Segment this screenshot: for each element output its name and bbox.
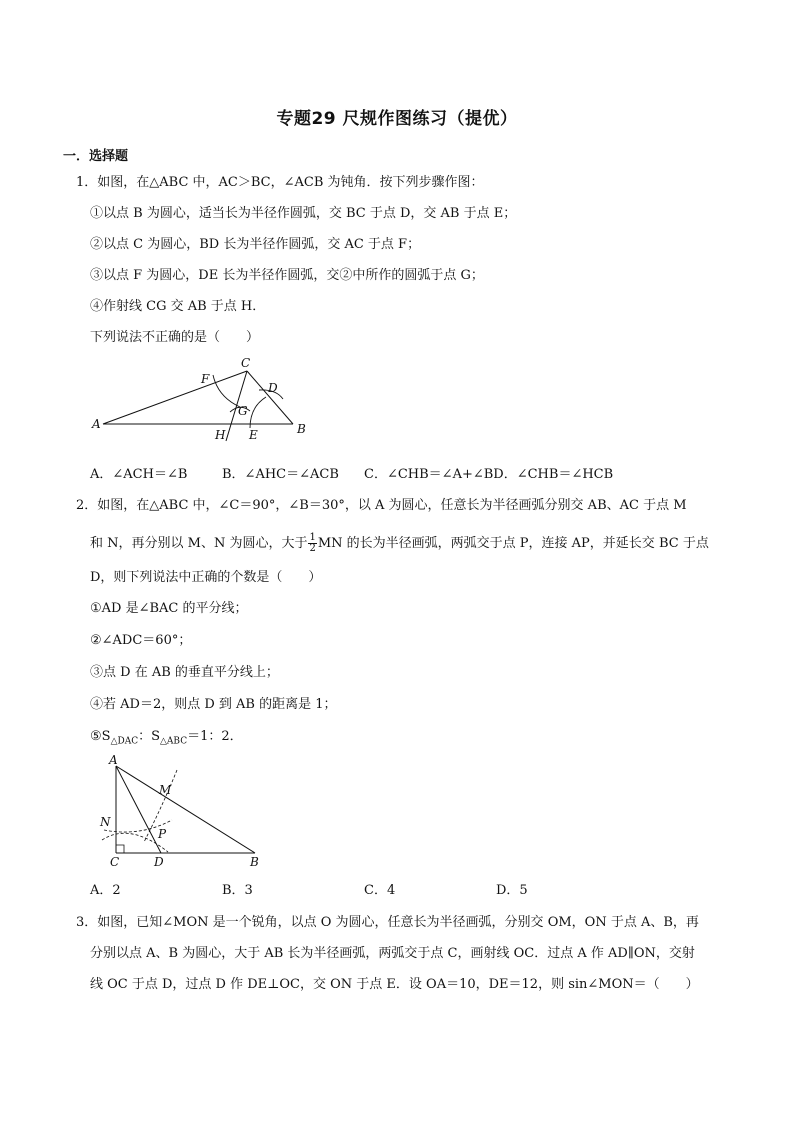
q1-step2: ②以点 C 为圆心，BD 长为半径作圆弧，交 AC 于点 F； <box>90 237 421 252</box>
q1-label-e: E <box>249 428 258 442</box>
q2-label-b: B <box>250 855 259 869</box>
q2-frac-den: 2 <box>309 543 316 554</box>
q1-step3: ③以点 F 为圆心，DE 长为半径作圆弧，交②中所作的圆弧于点 G； <box>90 268 484 283</box>
q2-s5-suffix: ＝1：2． <box>187 729 243 744</box>
q2-statement-4: ④若 AD＝2，则点 D 到 AB 的距离是 1； <box>90 697 337 712</box>
q1-step4: ④作射线 CG 交 AB 于点 H． <box>90 299 266 314</box>
q2-line2-end: MN 的长为半径画弧，两弧交于点 P，连接 AP，并延长交 BC 于点 <box>317 536 709 551</box>
q2-option-c: C．4 <box>364 883 396 898</box>
q3-line2: 分别以点 A、B 为圆心，大于 AB 长为半径画弧，两弧交于点 C，画射线 OC．过点 A 作 AD∥ON，交射 <box>90 946 695 961</box>
q2-frac-num: 1 <box>309 532 316 543</box>
q2-option-d: D．5 <box>496 883 528 898</box>
q1-stem: 1．如图，在△ABC 中，AC＞BC，∠ACB 为钝角．按下列步骤作图： <box>76 175 484 190</box>
q2-s5-prefix: ⑤S <box>90 729 111 744</box>
q2-label-p: P <box>158 827 167 841</box>
q2-line1: 2．如图，在△ABC 中，∠C＝90°，∠B＝30°，以 A 为圆心，任意长为半径画弧分别交 AB、AC 于点 M <box>76 498 687 513</box>
q1-option-a: A．∠ACH＝∠B <box>90 467 188 482</box>
q1-label-c: C <box>241 356 251 370</box>
q1-label-d: D <box>268 381 278 395</box>
q2-statement-2: ②∠ADC＝60°； <box>90 633 192 648</box>
q1-ask: 下列说法不正确的是（ ） <box>90 330 260 345</box>
q2-label-c: C <box>110 855 120 869</box>
q2-label-a: A <box>109 753 118 767</box>
q2-label-d: D <box>154 855 164 869</box>
q2-label-m: M <box>159 783 172 797</box>
q1-label-g: G <box>238 404 248 418</box>
q2-line2 <box>90 533 709 554</box>
q2-s5-sub1: △DAC <box>110 736 139 747</box>
q2-option-a: A．2 <box>90 883 121 898</box>
q2-s5-sub2: △ABC <box>160 736 188 747</box>
q1-option-c: C．∠CHB＝∠A+∠BD．∠CHB＝∠HCB <box>364 467 614 482</box>
q1-step1: ①以点 B 为圆心，适当长为半径作圆弧，交 BC 于点 D，交 AB 于点 E； <box>90 206 517 221</box>
q1-label-a: A <box>92 417 101 431</box>
q3-line3: 线 OC 于点 D，过点 D 作 DE⊥OC，交 ON 于点 E．设 OA＝10，DE＝12，则 sin∠MON＝（ ） <box>90 977 699 992</box>
q2-line3: D，则下列说法中正确的个数是（ ） <box>90 570 322 585</box>
q2-s5-mid: ：S <box>138 729 160 744</box>
section-heading: 一．选择题 <box>63 149 129 164</box>
q2-line2-start: 和 N，再分别以 M、N 为圆心，大于 <box>90 536 308 551</box>
q3-line1: 3．如图，已知∠MON 是一个锐角，以点 O 为圆心，任意长为半径画弧，分别交 OM，ON 于点 A、B，再 <box>76 915 699 930</box>
q1-figure <box>90 355 320 445</box>
q2-option-b: B．3 <box>222 883 253 898</box>
q1-label-f: F <box>201 372 210 386</box>
q1-option-b: B．∠AHC＝∠ACB <box>222 467 339 482</box>
q2-statement-5 <box>90 728 243 751</box>
q2-fraction <box>308 533 316 554</box>
q1-label-b: B <box>297 422 306 436</box>
q2-figure <box>90 752 280 872</box>
q2-label-n: N <box>100 815 111 829</box>
page-title: 专题29 尺规作图练习（提优） <box>276 109 518 129</box>
q1-label-h: H <box>215 428 226 442</box>
q2-statement-1: ①AD 是∠BAC 的平分线； <box>90 601 248 616</box>
q2-statement-3: ③点 D 在 AB 的垂直平分线上； <box>90 665 279 680</box>
